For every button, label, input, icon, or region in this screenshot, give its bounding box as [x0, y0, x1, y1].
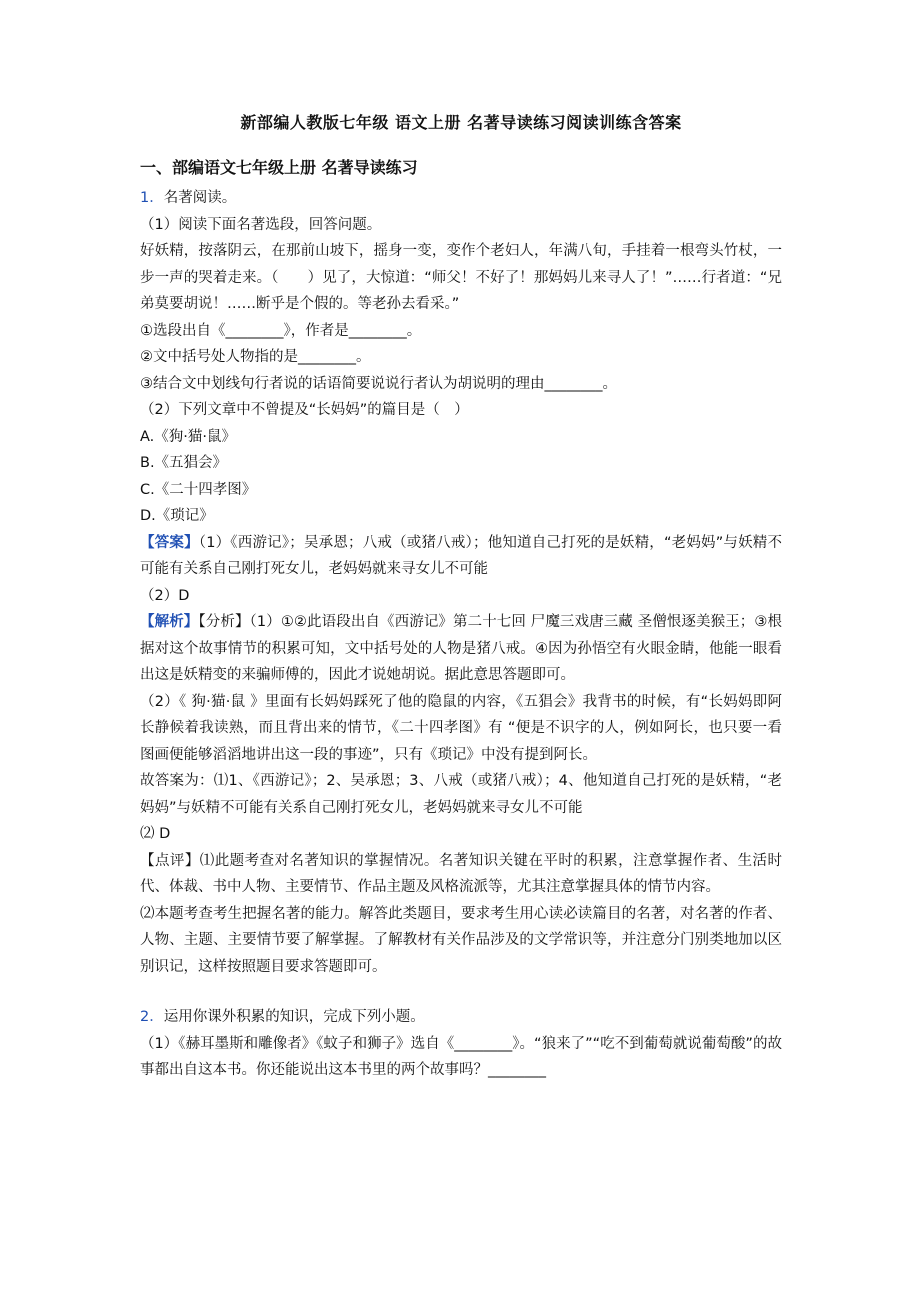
question-1-head	[140, 185, 782, 212]
answer-1	[140, 530, 782, 583]
q2-sub-1: （1）《赫耳墨斯和雕像者》《蚊子和狮子》选自《________》。“狼来了”“吃不到葡萄就说葡萄酸”的故事都出自这本书。你还能说出这本书里的两个故事吗？________	[140, 1035, 782, 1078]
answer-text: （1）《西游记》；吴承恩；八戒（或猪八戒）；他知道自己打死的是妖精，“老妈妈”与妖精不可能有关系自己刚打死女儿，老妈妈就来寻女儿不可能	[140, 534, 783, 577]
q1-item-1: ①选段出自《________》，作者是________。	[140, 322, 422, 339]
final-answer-2: ⑵ D	[140, 826, 171, 842]
section-heading: 一、部编语文七年级上册 名著导读练习	[140, 158, 418, 177]
comment-1: 【点评】⑴此题考查对名著知识的掌握情况。名著知识关键在平时的积累，注意掌握作者、生活时代、体裁、书中人物、主要情节、作品主题及风格流派等，尤其注意掌握具体的情节内容。	[140, 852, 782, 895]
question-number: 2．	[140, 1009, 164, 1025]
question-text: 名著阅读。	[163, 190, 237, 206]
document-page	[140, 110, 782, 1084]
q1-sub-2: （2）下列文章中不曾提及“长妈妈”的篇目是（ ）	[140, 402, 469, 418]
final-answer-1: 故答案为：⑴1、《西游记》；2、吴承恩；3、八戒（或猪八戒）；4、他知道自己打死的是妖精，“老妈妈”与妖精不可能有关系自己刚打死女儿，老妈妈就来寻女儿不可能	[140, 773, 782, 816]
answer-2: （2）D	[140, 587, 190, 604]
question-text: 运用你课外积累的知识，完成下列小题。	[163, 1009, 425, 1025]
analysis-tag: 【解析】	[140, 614, 199, 630]
analysis-1	[140, 609, 782, 689]
document-title: 新部编人教版七年级 语文上册 名著导读练习阅读训练含答案	[240, 113, 682, 132]
q1-item-3: ③结合文中划线句行者说的话语简要说说行者认为胡说明的理由________。	[140, 375, 617, 392]
analysis-text: 【分析】（1）①②此语段出自《西游记》第二十七回 尸魔三戏唐三藏 圣僧恨逐美猴王；③根据对这个故事情节的积累可知，文中括号处的人物是猪八戒。④因为孙悟空有火眼金睛，他能一眼看出这是妖精变的来骗师傅的，因此才说她胡说。据此意思答题即可。	[140, 614, 783, 683]
answer-tag: 【答案】	[140, 534, 199, 551]
q1-passage: 好妖精，按落阴云，在那前山坡下，摇身一变，变作个老妇人，年满八旬，手挂着一根弯头竹杖，一步一声的哭着走来。（ ）见了，大惊道：“师父！不好了！那妈妈儿来寻人了！”……行者道：“兄弟莫要胡说！……断乎是个假的。等老孙去看采。”	[140, 243, 782, 312]
q1-item-2: ②文中括号处人物指的是________。	[140, 349, 371, 365]
question-2-head	[140, 1004, 782, 1031]
option-a: A.《狗·猫·鼠》	[140, 428, 236, 445]
option-b: B.《五猖会》	[140, 455, 228, 471]
question-number: 1．	[140, 190, 164, 206]
q1-sub-1: （1）阅读下面名著选段，回答问题。	[140, 216, 382, 233]
analysis-2: （2）《 狗·猫·鼠 》里面有长妈妈踩死了他的隐鼠的内容，《五猖会》我背书的时候，有“长妈妈即阿长静候着我读熟，而且背出来的情节，《二十四孝图》有 “便是不识字的人，例如阿长，也只要一看图画便能够滔滔地讲出这一段的事迹”，只有《琐记》中没有提到阿长。	[140, 693, 782, 763]
option-c: C.《二十四孝图》	[140, 481, 257, 498]
option-d: D.《琐记》	[140, 508, 214, 524]
comment-2: ⑵本题考查考生把握名著的能力。解答此类题目，要求考生用心读必读篇目的名著，对名著的作者、人物、主题、主要情节要了解掌握。了解教材有关作品涉及的文学常识等，并注意分门别类地加以区别识记，这样按照题目要求答题即可。	[140, 905, 782, 975]
